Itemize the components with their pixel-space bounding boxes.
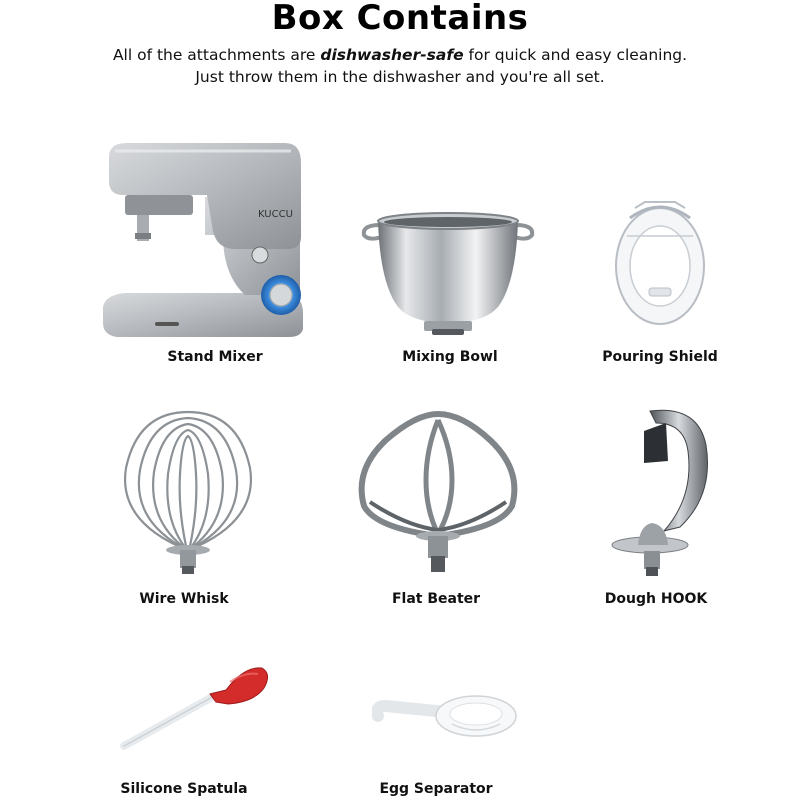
item-silicone-spatula — [118, 662, 278, 762]
label-pouring-shield: Pouring Shield — [602, 349, 718, 365]
page-title: Box Contains — [271, 0, 529, 38]
item-wire-whisk — [118, 408, 258, 578]
mixing-bowl-image — [358, 203, 538, 343]
subtitle-emphasis: dishwasher-safe — [320, 46, 464, 64]
item-dough-hook — [610, 405, 720, 580]
item-pouring-shield — [605, 198, 715, 328]
label-stand-mixer: Stand Mixer — [167, 349, 263, 365]
label-egg-separator: Egg Separator — [379, 781, 493, 797]
dough-hook-image — [610, 405, 720, 580]
pouring-shield-image — [605, 198, 715, 328]
label-silicone-spatula: Silicone Spatula — [120, 781, 248, 797]
flat-beater-image — [356, 410, 521, 580]
item-flat-beater — [356, 410, 521, 580]
label-mixing-bowl: Mixing Bowl — [402, 349, 498, 365]
label-dough-hook: Dough HOOK — [604, 591, 708, 607]
subtitle-line-2: Just throw them in the dishwasher and you're all set. — [195, 68, 605, 86]
wire-whisk-image — [118, 408, 258, 578]
subtitle-line-1 — [0, 44, 800, 66]
silicone-spatula-image — [118, 662, 278, 762]
item-stand-mixer — [95, 135, 315, 350]
stand-mixer-image — [95, 135, 315, 350]
egg-separator-image — [372, 690, 522, 750]
mixer-brand-text: KUCCU — [258, 209, 293, 220]
subtitle-suffix: for quick and easy cleaning. — [463, 46, 688, 64]
label-flat-beater: Flat Beater — [391, 591, 481, 607]
item-mixing-bowl — [358, 203, 538, 343]
page-subtitle — [0, 44, 800, 88]
subtitle-prefix: All of the attachments are — [112, 46, 321, 64]
item-egg-separator — [372, 690, 522, 750]
label-wire-whisk: Wire Whisk — [139, 591, 229, 607]
